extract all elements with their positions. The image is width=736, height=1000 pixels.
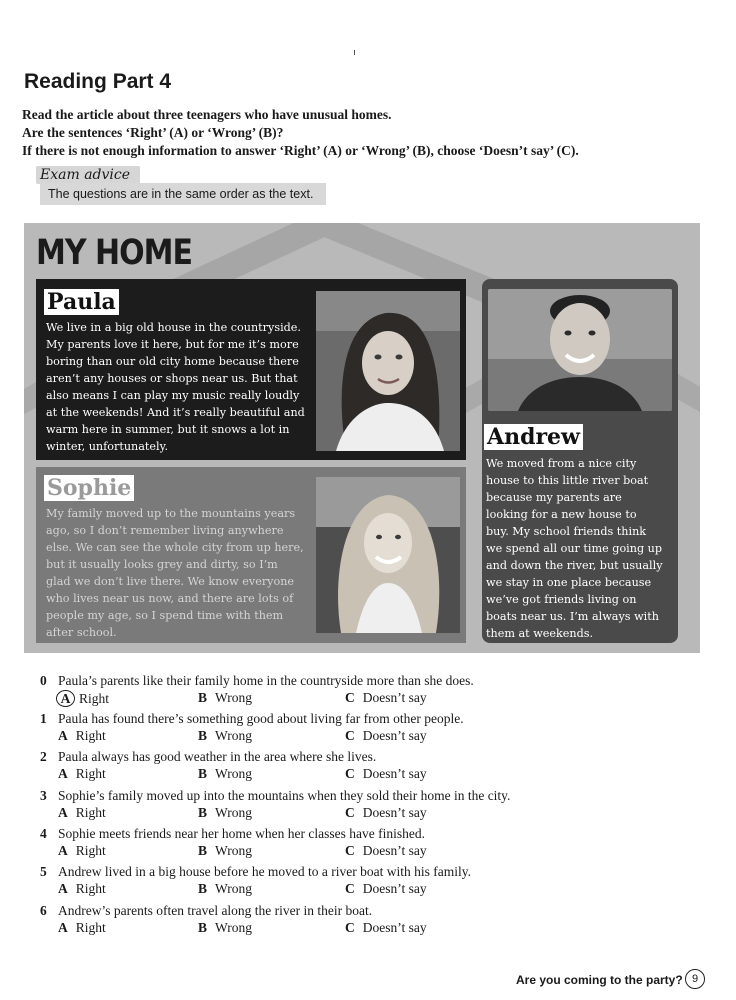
option-a[interactable] xyxy=(58,690,109,707)
option-c[interactable] xyxy=(345,805,427,821)
text-line: because my parents are xyxy=(486,491,622,504)
option-letter: A xyxy=(58,881,68,896)
question-text: Paula’s parents like their family home in the countryside more than she does. xyxy=(58,673,474,688)
option-a[interactable] xyxy=(58,766,106,782)
option-letter: B xyxy=(198,805,208,820)
option-label: Wrong xyxy=(215,766,252,781)
text-line: My family moved up to the mountains years xyxy=(46,507,296,520)
option-a[interactable] xyxy=(58,843,106,859)
option-letter: C xyxy=(345,766,355,781)
question-text: Andrew’s parents often travel along the river in their boat. xyxy=(58,903,373,918)
option-label: Doesn’t say xyxy=(362,920,427,935)
print-speck xyxy=(354,50,355,55)
text-line: glad we don’t live there. We know everyone xyxy=(46,575,295,588)
option-letter: C xyxy=(345,881,355,896)
article-my-home xyxy=(24,223,700,653)
text-line: we’ve got friends living on xyxy=(486,593,637,606)
option-letter: C xyxy=(345,805,355,820)
exam-advice-text: The questions are in the same order as the text. xyxy=(40,183,326,205)
sophie-name: Sophie xyxy=(44,475,134,501)
instruction-line: Are the sentences ‘Right’ (A) or ‘Wrong’ (B)? xyxy=(22,125,284,140)
option-letter: B xyxy=(198,728,208,743)
instruction-line: Read the article about three teenagers who have unusual homes. xyxy=(22,107,392,122)
text-line: who lives near us now, and there are lots of xyxy=(46,592,294,605)
option-letter: A xyxy=(58,766,68,781)
exam-advice-title: Exam advice xyxy=(36,166,140,184)
option-b[interactable] xyxy=(198,690,252,706)
text-line: but it usually looks grey and dirty, so I’m xyxy=(46,558,278,571)
text-line: aren’t any houses or shops near us. But that xyxy=(46,372,298,385)
text-line: else. We can see the whole city from up here, xyxy=(46,541,304,554)
option-letter: B xyxy=(198,766,208,781)
text-line: boring than our old city home because there xyxy=(46,355,299,368)
section-heading xyxy=(24,70,171,94)
option-b[interactable] xyxy=(198,920,252,936)
option-c[interactable] xyxy=(345,690,427,706)
option-label: Wrong xyxy=(215,690,252,705)
option-label: Right xyxy=(75,728,106,743)
option-label: Doesn’t say xyxy=(362,690,427,705)
paula-panel xyxy=(36,279,466,460)
option-b[interactable] xyxy=(198,766,252,782)
heading-reading: Reading xyxy=(24,70,107,93)
option-label: Right xyxy=(75,766,106,781)
option-letter: A xyxy=(58,728,68,743)
text-line: after school. xyxy=(46,626,117,639)
option-c[interactable] xyxy=(345,728,427,744)
page-number: 9 xyxy=(685,969,705,989)
question-number: 2 xyxy=(40,749,47,764)
text-line: winter, unfortunately. xyxy=(46,440,168,453)
option-letter: C xyxy=(345,728,355,743)
option-label: Right xyxy=(79,691,110,706)
option-label: Doesn’t say xyxy=(362,881,427,896)
option-c[interactable] xyxy=(345,766,427,782)
text-line: them at weekends. xyxy=(486,627,594,640)
option-letter: C xyxy=(345,690,355,705)
text-line: people my age, so I spend time with them xyxy=(46,609,284,622)
text-line: warm here in summer, but it snows a lot in xyxy=(46,423,290,436)
option-label: Right xyxy=(75,843,106,858)
text-line: looking for a new house to xyxy=(486,508,637,521)
question-number: 5 xyxy=(40,864,47,879)
text-line: at the weekends! And it’s really beautiful and xyxy=(46,406,305,419)
option-label: Right xyxy=(75,805,106,820)
text-line: we spend all our time going up xyxy=(486,542,663,555)
option-a[interactable] xyxy=(58,805,106,821)
andrew-name: Andrew xyxy=(484,424,583,450)
option-label: Wrong xyxy=(215,728,252,743)
heading-part: Part 4 xyxy=(112,70,172,93)
option-a[interactable] xyxy=(58,920,106,936)
instructions xyxy=(22,106,722,160)
text-line: buy. My school friends think xyxy=(486,525,647,538)
option-letter: A xyxy=(58,805,68,820)
option-label: Right xyxy=(75,920,106,935)
sophie-panel xyxy=(36,467,466,643)
option-c[interactable] xyxy=(345,843,427,859)
option-letter: B xyxy=(198,843,208,858)
option-b[interactable] xyxy=(198,805,252,821)
andrew-photo xyxy=(488,289,672,411)
text-line: We live in a big old house in the countryside. xyxy=(46,321,301,334)
option-label: Doesn’t say xyxy=(362,843,427,858)
option-letter: C xyxy=(345,843,355,858)
text-line: house to this little river boat xyxy=(486,474,649,487)
option-c[interactable] xyxy=(345,881,427,897)
paula-text xyxy=(46,319,308,455)
option-letter: B xyxy=(198,690,208,705)
instruction-line: If there is not enough information to answer ‘Right’ (A) or ‘Wrong’ (B), choose ‘Doesn’t say’ (C). xyxy=(22,143,579,158)
option-letter: B xyxy=(198,920,208,935)
text-line: boats near us. I’m always with xyxy=(486,610,659,623)
andrew-text xyxy=(486,455,672,642)
text-line: We moved from a nice city xyxy=(486,457,637,470)
question-number: 1 xyxy=(40,711,47,726)
text-line: we stay in one place because xyxy=(486,576,652,589)
question-text: Paula always has good weather in the area where she lives. xyxy=(58,749,377,764)
article-title: MY HOME xyxy=(36,233,192,274)
paula-name: Paula xyxy=(44,289,119,315)
text-line: also means I can play my music really loudly xyxy=(46,389,300,402)
option-b[interactable] xyxy=(198,843,252,859)
option-c[interactable] xyxy=(345,920,427,936)
option-letter-circled: A xyxy=(56,690,75,707)
question-number: 3 xyxy=(40,788,47,803)
question-number: 6 xyxy=(40,903,47,918)
question-text: Sophie’s family moved up into the mountains when they sold their home in the city. xyxy=(58,788,511,803)
option-b[interactable] xyxy=(198,881,252,897)
text-line: My parents love it here, but for me it’s more xyxy=(46,338,299,351)
sophie-text xyxy=(46,505,308,641)
option-label: Doesn’t say xyxy=(362,805,427,820)
option-label: Doesn’t say xyxy=(362,728,427,743)
question-text: Paula has found there’s something good about living far from other people. xyxy=(58,711,464,726)
footer-title: Are you coming to the party? xyxy=(516,973,683,987)
option-letter: B xyxy=(198,881,208,896)
andrew-panel xyxy=(482,279,678,643)
option-label: Wrong xyxy=(215,843,252,858)
question-text: Sophie meets friends near her home when her classes have finished. xyxy=(58,826,426,841)
option-letter: A xyxy=(58,920,68,935)
sophie-photo xyxy=(316,477,460,633)
option-label: Wrong xyxy=(215,920,252,935)
option-b[interactable] xyxy=(198,728,252,744)
option-label: Right xyxy=(75,881,106,896)
question-text: Andrew lived in a big house before he moved to a river boat with his family. xyxy=(58,864,472,879)
question-number: 0 xyxy=(40,673,47,688)
option-label: Wrong xyxy=(215,881,252,896)
option-a[interactable] xyxy=(58,728,106,744)
text-line: ago, so I don’t remember living anywhere xyxy=(46,524,284,537)
option-letter: A xyxy=(58,843,68,858)
paula-photo xyxy=(316,291,460,451)
option-label: Doesn’t say xyxy=(362,766,427,781)
option-letter: C xyxy=(345,920,355,935)
text-line: and down the river, but usually xyxy=(486,559,663,572)
option-label: Wrong xyxy=(215,805,252,820)
option-a[interactable] xyxy=(58,881,106,897)
question-number: 4 xyxy=(40,826,47,841)
